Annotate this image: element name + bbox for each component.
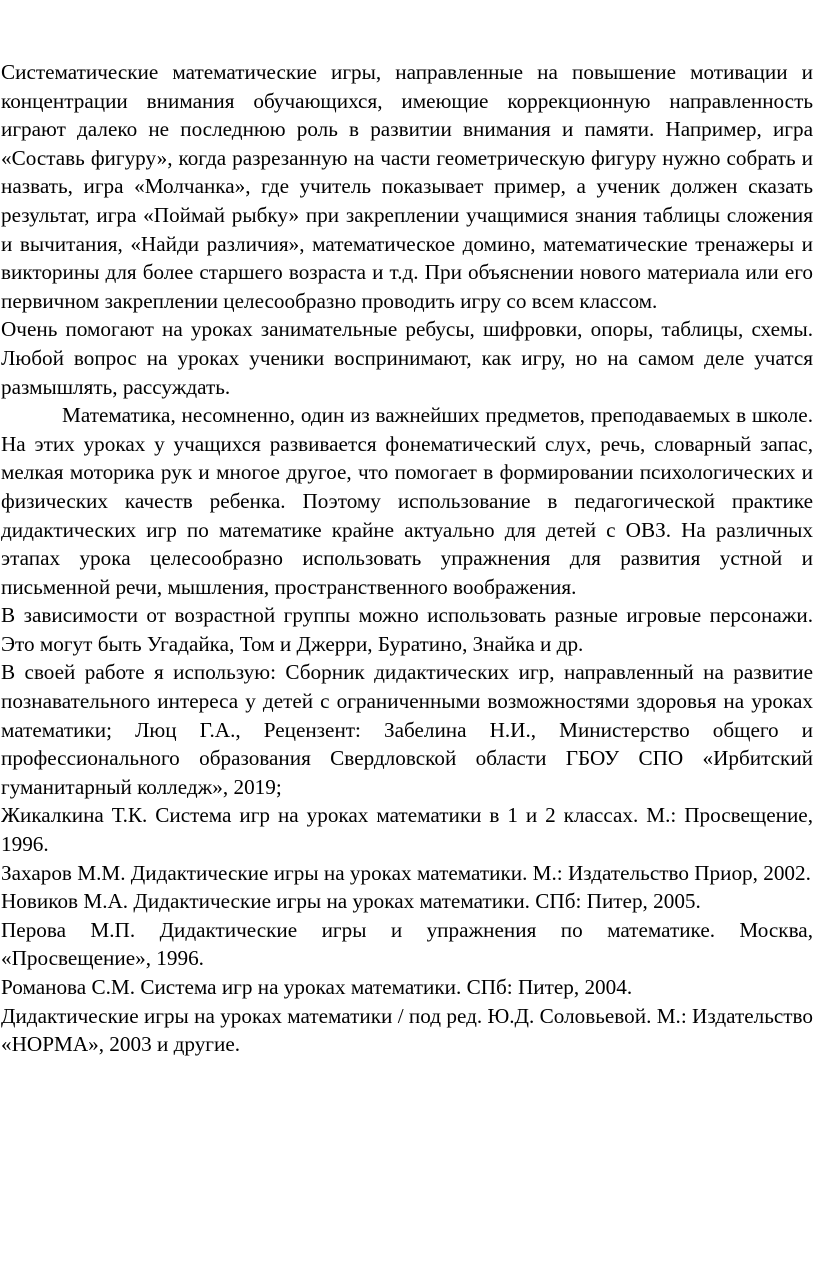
reference-item: Жикалкина Т.К. Система игр на уроках математики в 1 и 2 классах. М.: Просвещение, 1996. <box>1 803 813 857</box>
document-page <box>0 58 816 1059</box>
reference-item: Романова С.М. Система игр на уроках математики. СПб: Питер, 2004. <box>1 975 633 999</box>
paragraph-mathematics: Математика, несомненно, один из важнейших предметов, преподаваемых в школе. На этих уроках у учащихся развивается фонематический слух, речь, словарный запас, мелкая моторика рук и многое другое, что помогает в формировании психологических и физических качеств ребенка. Поэтому использование в педагогической практике дидактических игр по математике крайне актуально для детей с ОВЗ. На различных этапах урока целесообразно использовать упражнения для развития устной и письменной речи, мышления, пространственного воображения. <box>1 403 813 599</box>
reference-list <box>1 801 813 1058</box>
paragraph-systematic-games: Систематические математические игры, направленные на повышение мотивации и концентрации внимания обучающихся, имеющие коррекционную направленность играют далеко не последнюю роль в развитии внимания и памяти. Например, игра «Составь фигуру», когда разрезанную на части геометрическую фигуру нужно собрать и назвать, игра «Молчанка», где учитель показывает пример, а ученик должен сказать результат, игра «Поймай рыбку» при закреплении учащимися знания таблицы сложения и вычитания, «Найди различия», математическое домино, математические тренажеры и викторины для более старшего возраста и т.д. При объяснении нового материала или его первичном закреплении целесообразно проводить игру со всем классом. <box>1 60 813 313</box>
reference-item: Захаров М.М. Дидактические игры на уроках математики. М.: Издательство Приор, 2002. <box>1 860 811 885</box>
paragraph-my-work: В своей работе я использую: Сборник дидактических игр, направленный на развитие познавательного интереса у детей с ограниченными возможностями здоровья на уроках математики; Люц Г.А., Рецензент: Забелина Н.И., Министерство общего и профессионального образования Свердловской области ГБОУ СПО «Ирбитский гуманитарный колледж», 2019; <box>1 660 813 799</box>
paragraph-characters: В зависимости от возрастной группы можно использовать разные игровые персонажи. Это могут быть Угадайка, Том и Джерри, Буратино, Знайка и др. <box>1 603 813 656</box>
reference-item: Дидактические игры на уроках математики / под ред. Ю.Д. Соловьевой. М.: Издательство «НОРМА», 2003 и другие. <box>1 1003 813 1057</box>
paragraph-puzzles: Очень помогают на уроках занимательные ребусы, шифровки, опоры, таблицы, схемы. Любой вопрос на уроках ученики воспринимают, как игру, но на самом деле учатся размышлять, рассуждать. <box>1 317 813 399</box>
reference-item: Новиков М.А. Дидактические игры на уроках математики. СПб: Питер, 2005. <box>1 889 701 914</box>
reference-item: Перова М.П. Дидактические игры и упражнения по математике. Москва, «Просвещение», 1996. <box>1 917 813 971</box>
